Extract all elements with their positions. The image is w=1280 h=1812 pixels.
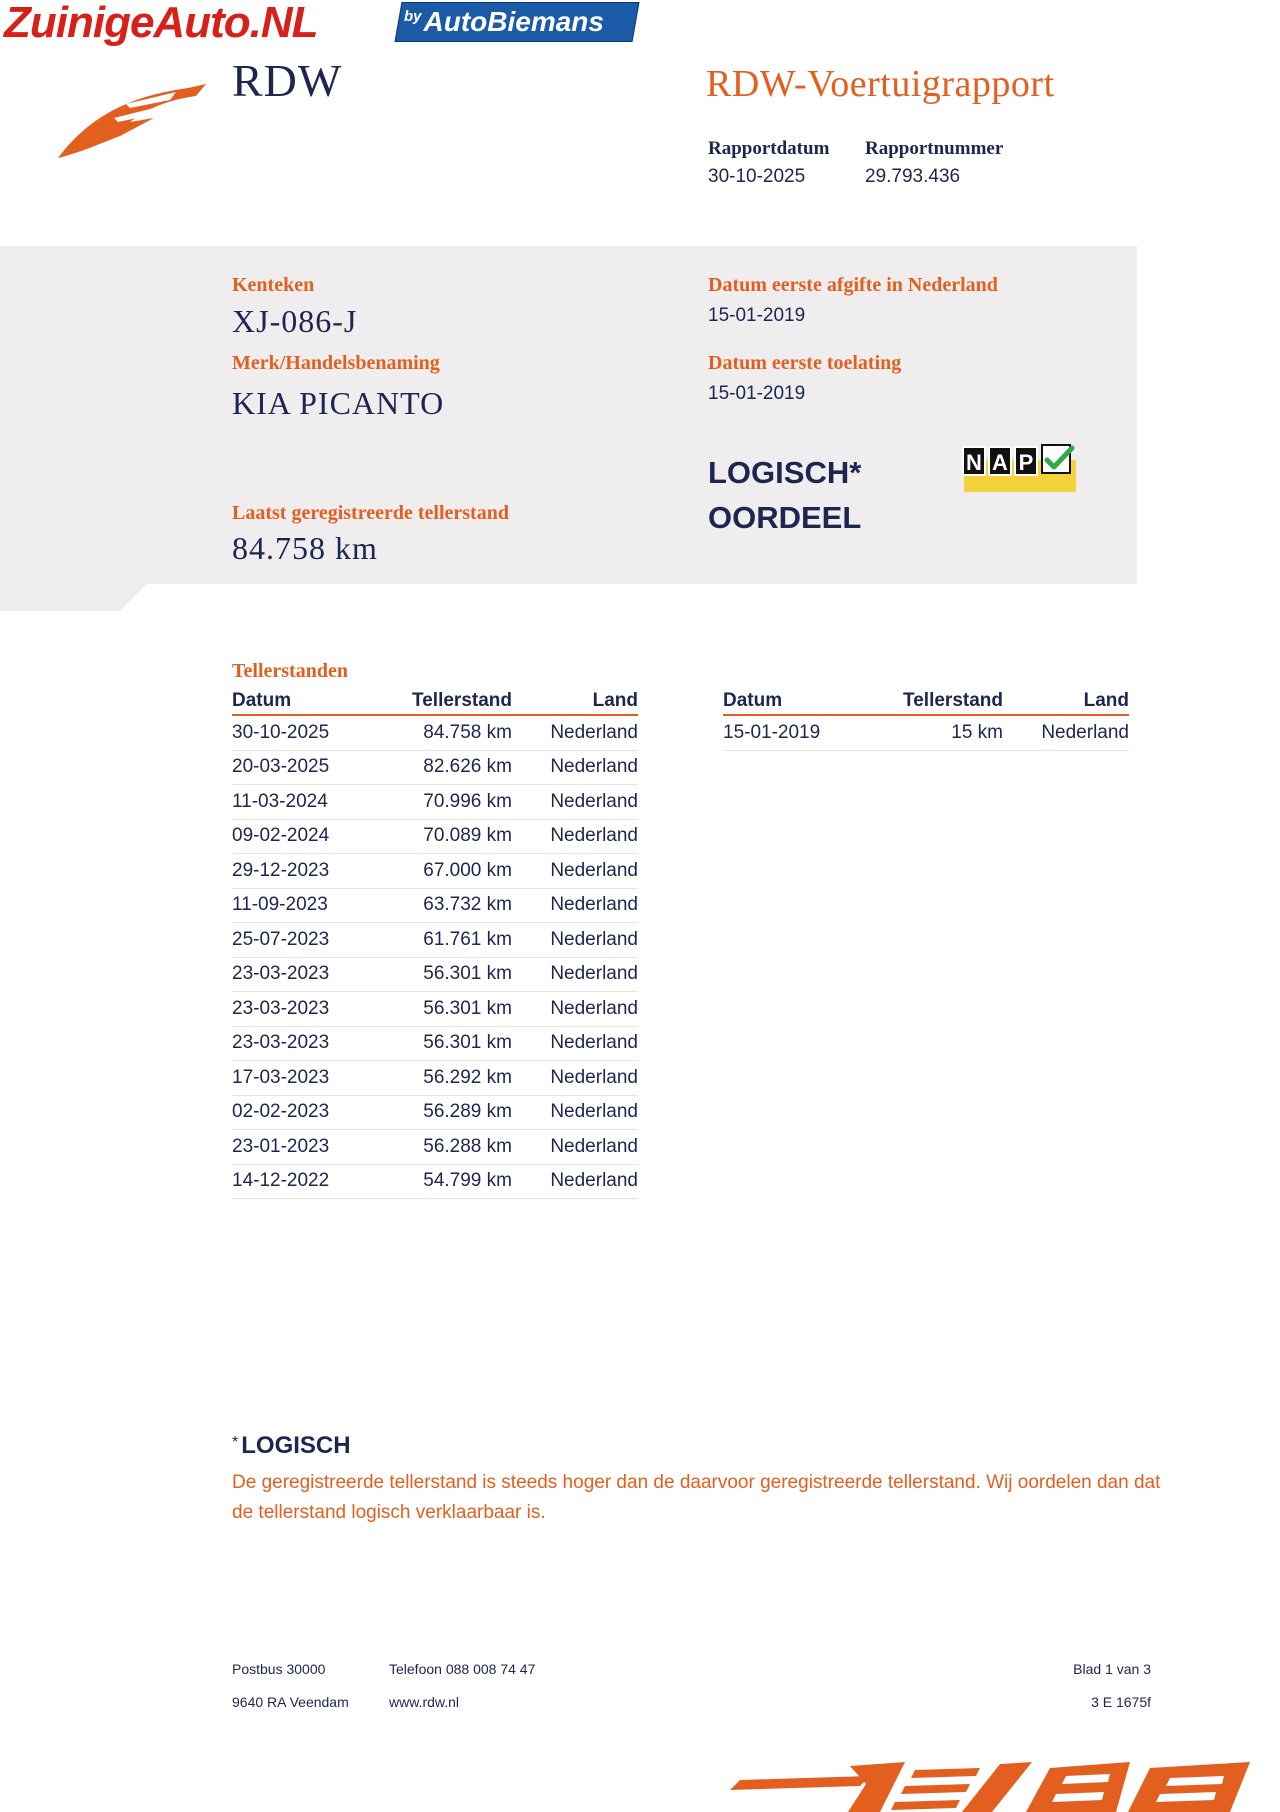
cell-odometer: 56.288 km [423, 1135, 512, 1157]
cell-odometer: 82.626 km [423, 756, 512, 778]
col-date: Datum [232, 690, 292, 711]
table-row [723, 716, 1129, 751]
cell-odometer: 56.301 km [423, 1032, 512, 1054]
first-admission-label: Datum eerste toelating [708, 352, 902, 374]
cell-odometer: 15 km [951, 721, 1003, 743]
table-row [232, 1130, 638, 1165]
cell-date: 09-02-2024 [232, 825, 330, 847]
cell-country: Nederland [550, 963, 638, 985]
vehicle-summary-panel [0, 246, 1137, 611]
col-country: Land [1083, 690, 1129, 711]
plate-label: Kenteken [232, 274, 315, 296]
cell-date: 11-03-2024 [232, 790, 328, 812]
cell-odometer: 56.301 km [423, 963, 512, 985]
table-row [232, 1165, 638, 1200]
table-row [232, 751, 638, 786]
table-row [232, 1096, 638, 1131]
footnote-text: De geregistreerde tellerstand is steeds hoger dan de daarvoor geregistreerde tellerstand. Wij oordelen dan dat de tellerstand logisch verklaarbaar is. [232, 1472, 1161, 1523]
cell-date: 11-09-2023 [232, 894, 328, 916]
cell-odometer: 70.996 km [423, 790, 512, 812]
table-row [232, 716, 638, 751]
col-country: Land [592, 690, 638, 711]
cell-date: 14-12-2022 [232, 1170, 330, 1192]
report-title: RDW-Voertuigrapport [706, 63, 1055, 105]
checkmark-icon [1041, 444, 1075, 478]
nap-letter-n: N [962, 446, 986, 476]
rdw-logo-icon [58, 78, 208, 160]
cell-date: 23-03-2023 [232, 997, 330, 1019]
cell-odometer: 63.732 km [423, 894, 512, 916]
make-value: KIA PICANTO [232, 385, 445, 421]
cell-date: 25-07-2023 [232, 928, 330, 950]
footer-phone: Telefoon 088 008 74 47 [389, 1661, 536, 1677]
cell-date: 23-03-2023 [232, 963, 330, 985]
cell-country: Nederland [550, 756, 638, 778]
cell-country: Nederland [550, 1032, 638, 1054]
report-date-label: Rapportdatum [708, 138, 830, 159]
cell-odometer: 56.289 km [423, 1101, 512, 1123]
cell-country: Nederland [550, 894, 638, 916]
cell-country: Nederland [550, 859, 638, 881]
cell-country: Nederland [550, 1135, 638, 1157]
plate-value: XJ-086-J [232, 303, 358, 339]
cell-country: Nederland [550, 1170, 638, 1192]
report-date-block [708, 138, 829, 188]
last-odometer-label: Laatst geregistreerde tellerstand [232, 502, 509, 524]
report-number-block [865, 138, 1003, 188]
table-row [232, 854, 638, 889]
table-row [232, 923, 638, 958]
col-odometer: Tellerstand [903, 690, 1003, 711]
cell-odometer: 84.758 km [423, 721, 512, 743]
cell-date: 23-03-2023 [232, 1032, 330, 1054]
footer-page: Blad 1 van 3 [1073, 1661, 1151, 1677]
footnote-heading [232, 1432, 351, 1460]
col-date: Datum [723, 690, 783, 711]
cell-date: 20-03-2025 [232, 756, 330, 778]
cell-country: Nederland [550, 721, 638, 743]
table-row [232, 958, 638, 993]
first-issue-nl-value: 15-01-2019 [708, 305, 806, 326]
report-date: 30-10-2025 [708, 166, 806, 187]
footer-city: 9640 RA Veendam [232, 1694, 349, 1710]
cell-odometer: 70.089 km [423, 825, 512, 847]
cell-odometer: 54.799 km [423, 1170, 512, 1192]
table-row [232, 785, 638, 820]
cell-odometer: 56.292 km [423, 1066, 512, 1088]
cell-country: Nederland [550, 1101, 638, 1123]
cell-date: 02-02-2023 [232, 1101, 330, 1123]
make-label: Merk/Handelsbenaming [232, 352, 440, 374]
rdw-brand-strip-icon [730, 1760, 1280, 1812]
nap-logo [962, 446, 1076, 492]
cell-country: Nederland [550, 928, 638, 950]
table-row [232, 1061, 638, 1096]
readings-title: Tellerstanden [232, 660, 348, 682]
cell-date: 17-03-2023 [232, 1066, 330, 1088]
nap-letter-a: A [988, 446, 1012, 476]
report-number-label: Rapportnummer [865, 138, 1004, 159]
watermark-badge [404, 2, 634, 42]
col-odometer: Tellerstand [412, 690, 512, 711]
cell-odometer: 56.301 km [423, 997, 512, 1019]
verdict-line2: OORDEEL [708, 500, 862, 535]
table-row [232, 889, 638, 924]
org-name: RDW [232, 55, 343, 106]
verdict [708, 450, 861, 540]
first-admission-value: 15-01-2019 [708, 383, 806, 404]
nap-letter-p: P [1014, 446, 1038, 476]
cell-date: 23-01-2023 [232, 1135, 330, 1157]
footer-postbus: Postbus 30000 [232, 1661, 326, 1677]
cell-country: Nederland [550, 997, 638, 1019]
table-row [232, 820, 638, 855]
last-odometer-value: 84.758 km [232, 530, 378, 566]
table-row [232, 1027, 638, 1062]
watermark-site: ZuinigeAuto.NL [4, 0, 318, 47]
cell-date: 30-10-2025 [232, 721, 330, 743]
cell-country: Nederland [550, 825, 638, 847]
footnote-marker: * [232, 1434, 239, 1451]
verdict-line1: LOGISCH* [708, 455, 862, 490]
cell-odometer: 67.000 km [423, 859, 512, 881]
cell-country: Nederland [550, 1066, 638, 1088]
cell-odometer: 61.761 km [423, 928, 512, 950]
watermark [0, 0, 650, 50]
footer-code: 3 E 1675f [1091, 1694, 1151, 1710]
table-row [232, 992, 638, 1027]
first-issue-nl-label: Datum eerste afgifte in Nederland [708, 274, 998, 296]
watermark-badge-by: by [404, 7, 422, 25]
footnote-title: LOGISCH [241, 1432, 351, 1459]
readings-table-right [723, 690, 1129, 751]
cell-country: Nederland [550, 790, 638, 812]
table-header [232, 690, 638, 716]
cell-date: 29-12-2023 [232, 859, 330, 881]
report-number: 29.793.436 [865, 166, 961, 187]
readings-table-left [232, 690, 638, 1199]
footer-website-link[interactable]: www.rdw.nl [389, 1694, 460, 1710]
cell-date: 15-01-2019 [723, 721, 821, 743]
cell-country: Nederland [1041, 721, 1129, 743]
table-header [723, 690, 1129, 716]
watermark-badge-name: AutoBiemans [423, 6, 604, 37]
